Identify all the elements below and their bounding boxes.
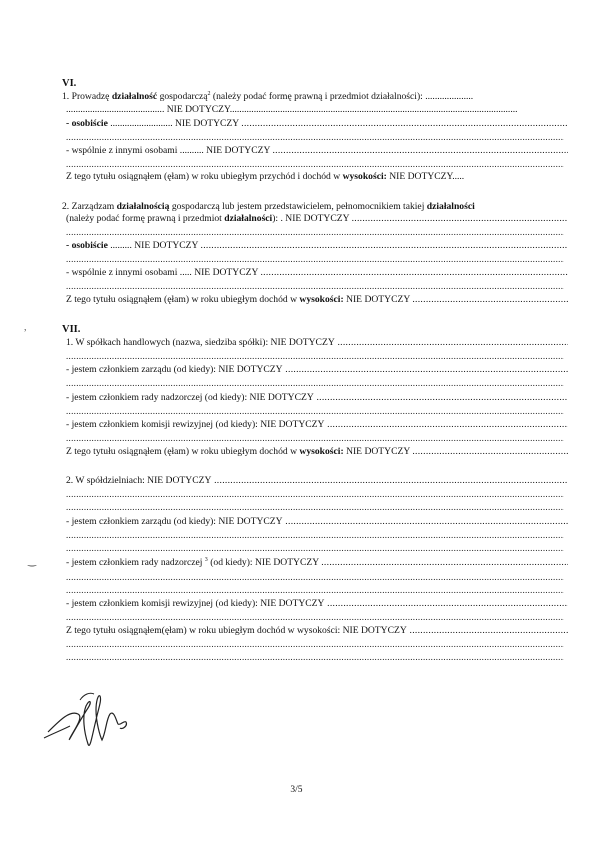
text: - jestem członkiem rady nadzorczej — [66, 557, 203, 568]
item-number: 2. — [62, 201, 70, 212]
bold-text: wysokości: — [299, 294, 344, 305]
dotted-line — [66, 432, 564, 444]
text: gospodarczą — [159, 91, 208, 102]
field-value: NIE DOTYCZY..... — [389, 171, 465, 182]
dotted-line — [66, 377, 564, 389]
field-value: NIE DOTYCZY — [346, 294, 410, 305]
bold-text: działalność — [111, 91, 158, 102]
section-vii-board: - jestem członkiem zarządu (od kiedy): NIE DOTYCZY ..... — [66, 364, 568, 376]
section-vii-board2: - jestem członkiem zarządu (od kiedy): NIE DOTYCZY ..... — [66, 516, 568, 528]
section-vii-income1 — [66, 446, 568, 458]
field-value: .......................... NIE DOTYCZY — [110, 118, 239, 129]
dotted-line — [66, 584, 564, 596]
section-vi-item1-line1 — [62, 91, 564, 103]
section-vi-item2-line2 — [66, 213, 568, 225]
section-vii-audit: - jestem członkiem komisji rewizyjnej (od kiedy): NIE DOTYCZY ..... — [66, 419, 568, 431]
section-vii-supervisory: - jestem członkiem rady nadzorczej (od kiedy): NIE DOTYCZY ..... — [66, 392, 568, 404]
dotted-line — [66, 405, 564, 417]
text: Z tego tytułu osiągnąłem (ęłam) w roku ubiegłym dochód w — [66, 446, 297, 457]
dotted-line — [66, 638, 564, 650]
dotted-line — [66, 226, 564, 238]
section-vii-income2: Z tego tytułu osiągnąłem(ęłam) w roku ubiegłym dochód w wysokości: NIE DOTYCZY ..... — [66, 625, 568, 637]
text: Z tego tytułu osiągnąłem (ęłam) w roku ubiegłym dochód w — [66, 294, 297, 305]
text: (od kiedy): NIE DOTYCZY — [210, 557, 319, 568]
field-label: - osobiście — [66, 118, 108, 129]
section-vi-item1-line2: ......................................... NIE DOTYCZY........................................................................................................................ — [66, 104, 518, 115]
margin-mark: , — [24, 322, 27, 333]
field-label: - wspólnie z innymi osobami — [66, 145, 178, 156]
bold-text: wysokości: — [299, 446, 344, 457]
section-vii-item2-title: 2. W spółdzielniach: NIE DOTYCZY ..... — [66, 475, 568, 487]
section-vi-heading: VI. — [62, 78, 77, 89]
dotted-line — [66, 131, 564, 143]
section-vi-item2-joint — [66, 267, 568, 279]
signature-image — [40, 680, 160, 760]
dotted-line — [66, 253, 564, 265]
section-vii-supervisory2 — [66, 557, 568, 569]
field-value: ......... NIE DOTYCZY — [110, 240, 199, 251]
footnote-ref: 3 — [204, 557, 208, 563]
bold-text: działalnością — [116, 201, 170, 212]
page-number: 3/5 — [290, 785, 303, 795]
text: Z tego tytułu osiągnąłem (ęłam) w roku ubiegłym przychód i dochód w — [66, 171, 341, 182]
dotted-line — [66, 280, 564, 292]
field-value: .......... NIE DOTYCZY — [179, 145, 271, 156]
section-vi-item1-joint — [66, 145, 568, 157]
bold-text: wysokości: — [342, 171, 387, 182]
bold-text: działalności — [224, 213, 273, 224]
section-vi-item2-line1 — [62, 201, 564, 213]
dotted-line — [66, 611, 564, 623]
text: (należy podać formę prawną i przedmiot — [66, 213, 222, 224]
section-vii-heading: VII. — [62, 324, 81, 335]
text: Prowadzę — [71, 91, 110, 102]
section-vi-item1-personal — [66, 118, 568, 130]
dotted-line — [66, 542, 564, 554]
item-number: 1. — [62, 91, 70, 102]
section-vii-audit2: - jestem członkiem komisji rewizyjnej (od kiedy): NIE DOTYCZY ..... — [66, 598, 568, 610]
field-value: ..... NIE DOTYCZY — [179, 267, 259, 278]
bold-text: działalności — [426, 201, 475, 212]
text: (należy podać formę prawną i przedmiot działalności): .................... — [212, 91, 474, 102]
section-vi-item2-personal — [66, 240, 568, 252]
dotted-line — [66, 501, 564, 513]
dotted-line — [66, 571, 564, 583]
dotted-line — [66, 350, 564, 362]
field-label: - wspólnie z innymi osobami — [66, 267, 178, 278]
dotted-line — [66, 651, 564, 663]
dotted-line — [66, 488, 564, 500]
section-vii-item1-title: 1. W spółkach handlowych (nazwa, siedziba spółki): NIE DOTYCZY ..... — [66, 337, 568, 349]
text: gospodarczą lub jestem przedstawicielem, pełnomocnikiem takiej — [171, 201, 425, 212]
footnote-ref: 2 — [207, 91, 211, 97]
section-vi-item1-income — [66, 171, 568, 183]
field-label: - osobiście — [66, 240, 108, 251]
section-vi-item2-income — [66, 294, 568, 306]
margin-mark: ‿ — [28, 556, 37, 567]
text: Zarządzam — [71, 201, 115, 212]
field-value: ): . NIE DOTYCZY — [272, 213, 350, 224]
field-value: NIE DOTYCZY — [346, 446, 410, 457]
dotted-line — [66, 158, 564, 170]
dotted-line — [66, 529, 564, 541]
